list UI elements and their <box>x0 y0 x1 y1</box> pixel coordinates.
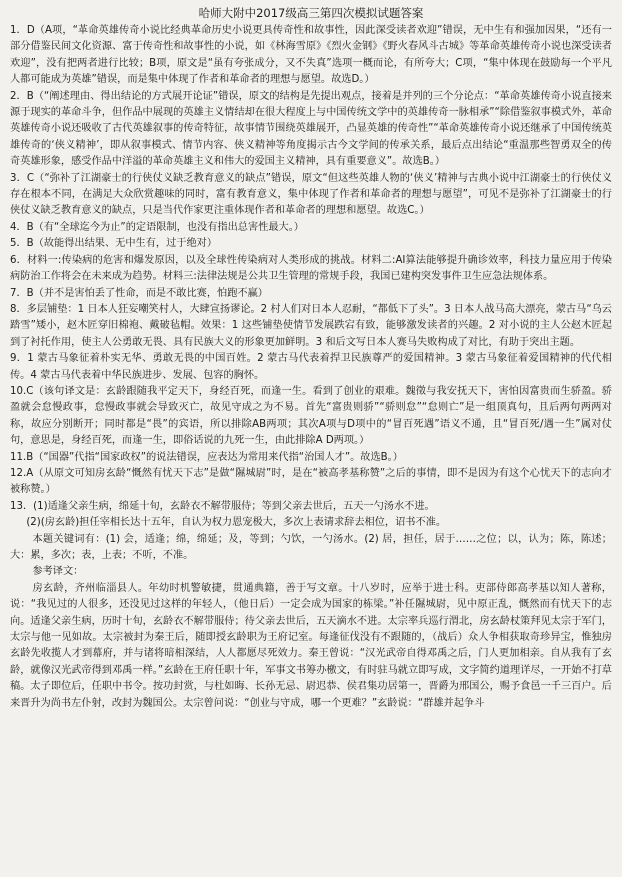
answer-13-2: (2)(房玄龄)担任宰相长达十五年，自认为权力恩宠极大，多次上表请求辞去相位，诏书不准。 <box>26 517 447 529</box>
translation-text: 房玄龄，齐州临淄县人。年幼时机警敏捷，贯通典籍，善于写文章。十八岁时，应举于进士科。吏部侍郎高孝基以知人著称，说：“我见过的人很多，还没见过这样的年轻人，（他日后）一定会成为国家的栋梁。”补任隰城尉，见中原正乱，慨然而有忧天下的志向。适逢父亲生病，历时十旬，玄龄衣不解带服侍；待父亲去世后，五天滴水不进。太宗率兵巡行渭北，房玄龄杖策拜见太宗于军门，太宗与他一见如故。太宗被封为秦王后，随即授玄龄职为王府记室。每逢征伐没有不跟随的，（战后）众人争相获取奇珍异宝，惟独房玄龄先收揽人才到幕府，并与诸将暗相深结，人人都愿尽死效力。秦王曾说：“汉光武帝自得邓禹之后，门人更加相亲。自从我有了玄龄，就像汉光武帝得到邓禹一样。”玄龄在王府任职十年，军事文书筹办檄文，有时驻马就立即写成，文字简约道理详尽，一开始不打草稿。太子即位后，任职中书令。按功封赏，与杜如晦、长孙无忌、尉迟恭、侯君集功居第一，晋爵为邢国公，赐予食邑一千三百户。后来晋升为尚书左仆射，改封为魏国公。太宗曾问说：“创业与守成，哪一个更难？”玄龄说：“群雄并起争斗 <box>10 582 612 709</box>
answer-1: 1．D（A项，“革命英雄传奇小说比经典革命历史小说更具传奇性和故事性，因此深受读者欢迎”错误，无中生有和强加因果，“还有一部分借鉴民间文化资源、富于传奇性和故事性的小说，如《林海雪原》《烈火金钢》《野火春风斗古城》等革命英雄传奇小说也深受读者欢迎”，没有把两者进行比较；B项，原文是“虽有夸张成分，又不失真”选项一概而论，有所夸大；C项，“集中体现在鼓励每一个平凡人都可能成为英雄”错误，而是集中体现了作者和革命者的理想与愿望。故选D。） <box>10 25 612 86</box>
page-title: 哈师大附中2017级高三第四次模拟试题答案 <box>198 6 424 20</box>
answer-12: 12.A（从原文可知房玄龄“慨然有忧天下志”是做“隰城尉”时，是在“被高孝基称赞”之后的事情，即不是因为有这个心忧天下的志向才被称赞。） <box>10 467 612 496</box>
answer-7: 7．B（并不是害怕丢了性命，而是不敢比赛，怕跑不赢） <box>10 287 268 299</box>
translation-heading: 参考译文： <box>32 566 84 578</box>
answer-3: 3．C（“弥补了江湖豪士的行侠仗义缺乏教育意义的缺点”错误，原文“但这些英雄人物的‘侠义’精神与古典小说中江湖豪士的行侠仗义存在根本不同，在满足大众欣赏趣味的同时，富有教育意义，集中体现了作者和革命者的理想与愿望”，可见不是弥补了江湖豪士的行侠仗义缺乏教育意义的缺点，只是当代作家更注重体现作者和革命者的理想和愿望。故选C。） <box>10 172 612 217</box>
answer-11: 11.B（“国器”代指“国家政权”的说法错误，应表达为常用来代指“治国人才”。故选B。） <box>10 451 403 463</box>
answer-4: 4．B（有“全球迄今为止”的定语限制，也没有指出总害性最大。） <box>10 221 304 233</box>
answer-6: 6．材料一:传染病的危害和爆发原因，以及全球性传染病对人类形成的挑战。材料二:AI算法能够提升确诊效率，科技力量应用于传染病防治工作将会在未来成为趋势。材料三:法律法规是公共卫生管理的常规手段，我国已建构突发事件卫生应急法规体系。 <box>10 254 612 283</box>
answer-9: 9．1 蒙古马象征着朴实无华、勇敢无畏的中国百姓。2 蒙古马代表着捍卫民族尊严的爱国精神。3 蒙古马象征着爱国精神的代代相传。4 蒙古马代表着中华民族进步、发展、包容的胸怀。 <box>10 353 612 381</box>
answer-5: 5．B（故能得出结果、无中生有，过于绝对） <box>10 238 218 250</box>
answer-2: 2．B（“阐述理由、得出结论的方式展开论证”错误，原文的结构是先提出观点，接着是并列的三个分论点：“革命英雄传奇小说直接来源于现实的革命斗争，但作品中展现的英雄主义情结却在很大程度上与中国传统文学中的英雄传奇一脉相承”“除借鉴叙事模式外，革命英雄传奇小说还吸收了古代英雄叙事的传奇特征，故事情节围绕英雄展开，凸显英雄的传奇性”“革命英雄传奇小说还继承了中国传统英雄传奇的‘侠义精神’，即从叙事模式、情节内容、侠义精神等角度揭示古今文学间的传承关系，最后点出结论“重温那些智勇双全的传奇英雄形象，感受作品中洋溢的革命英雄主义和伟大的爱国主义精神，具有重要意义”。故选B。） <box>10 90 612 168</box>
answer-10: 10.C（该句译文是：玄龄跟随我平定天下，身经百死，而逢一生。看到了创业的艰难。魏徵与我安抚天下，害怕因富贵而生骄盈。骄盈就会怠慢政事，怠慢政事就会导致灭亡，故见守成之为不易。首先“富贵则骄”“骄则怠”“怠则亡”是一组顶真句，且后两句两两对称，故应分别断开；同时都是“畏”的宾语，所以排除AB两项；其次A项与D项中的“冒百死遇”语义不通，且“冒百死/遇一生”属对仗句，意思是，身经百死，而逢一生，即俗话说的九死一生，由此排除A D两项。） <box>10 385 612 447</box>
answer-8: 8．多层铺垫：1 日本人狂妄嘲笑村人，大肆宣扬谬论。2 村人们对日本人忍耐，“都低下了头”。3 日本人战马高大漂亮，蒙古马“乌云踏雪”矮小，赵木匠穿旧棉袍、戴破毡帽。效果：1 这些铺垫使情节发展跌宕有致，能够激发读者的兴趣。2 对小说的主人公赵木匠起到了衬托作用，使主人公勇敢无畏、具有民族大义的形象更加鲜明。3 和后文写日本人赛马失败构成了对比，有助于突出主题。 <box>10 303 612 348</box>
keywords-note: 本题关键词有：(1) 会，适逢；绵，绵延；及，等到；勺饮，一勺汤水。(2) 居，担任，居于……之位；以，认为；陈，陈述；大：累，多次；表，上表；不听，不准。 <box>10 533 612 561</box>
answer-13-1: 13．(1)适逢父亲生病，绵延十旬，玄龄衣不解带服侍；等到父亲去世后，五天一勺汤水不进。 <box>10 500 435 512</box>
